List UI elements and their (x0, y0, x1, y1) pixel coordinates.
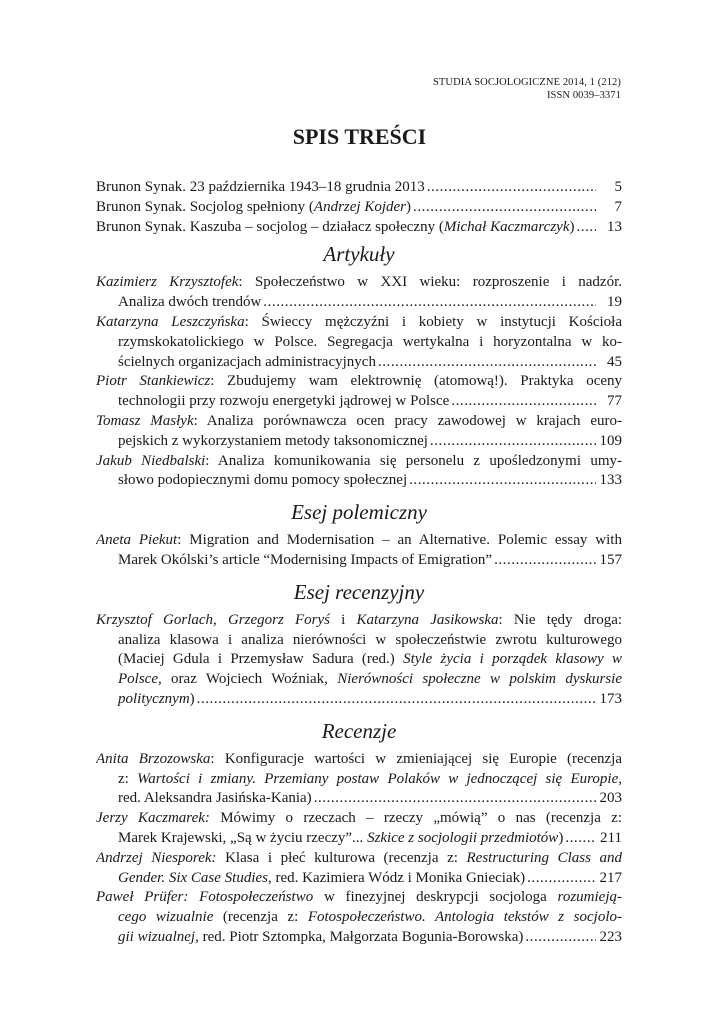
toc-entry: Andrzej Niesporek: Klasa i płeć kulturowa (recenzja z: Restructuring Class and Gender. Six Case Studies, red. Kazimiera Wódz i Monika Gnieciak) . . . 217 (96, 849, 622, 889)
entry-author: Jerzy Kaczmarek: (96, 810, 210, 827)
articles-group (96, 273, 622, 491)
page-number: 19 (607, 294, 622, 311)
review-essay-group (96, 611, 622, 710)
entry-author: Tomasz Masłyk (96, 412, 194, 429)
page-number: 157 (599, 551, 622, 568)
issn-line: ISSN 0039–3371 (546, 90, 621, 101)
polemic-group (96, 531, 622, 571)
page-number: 109 (599, 432, 622, 449)
dot-leader (525, 928, 596, 948)
page-number: 203 (599, 790, 622, 807)
dot-leader (494, 551, 596, 571)
section-heading-esej-recenzyjny: Esej recenzyjny (293, 579, 425, 604)
entry-title: Brunon Synak. 23 października 1943–18 grudnia 2013 (96, 179, 425, 195)
dot-leader (409, 471, 596, 491)
dot-leader (577, 218, 597, 238)
dot-leader (527, 869, 596, 889)
entry-author: Andrzej Niesporek: (96, 849, 217, 866)
page-number: 7 (614, 198, 622, 215)
page-number: 217 (599, 869, 622, 886)
page-number: 13 (607, 218, 622, 235)
section-heading-esej-polemiczny: Esej polemiczny (291, 500, 427, 525)
entry-author: Aneta Piekut (96, 532, 178, 549)
entry-author: Grzegorz Foryś (227, 611, 330, 628)
toc-entry: Paweł Prüfer: Fotospołeczeństwo w finezyjnej deskrypcji socjologa rozumieją- cego wizualnie (recenzja z: Fotospołeczeństwo. Antologia tekstów z socjolo- gii wizualnej, red. Piotr Sztompka, Małgorzata Bogunia-Borowska) . . . 223 (96, 888, 622, 947)
dot-leader (565, 829, 596, 849)
table-of-contents (96, 178, 622, 956)
journal-line: STUDIA SOCJOLOGICZNE 2014, 1 (212) (432, 77, 621, 88)
dot-leader (430, 432, 596, 452)
toc-entry: Kazimierz Krzysztofek: Społeczeństwo w XXI wieku: rozproszenie i nadzór. Analiza dwóch trendów . . . 19 (96, 273, 622, 313)
entry-author: Anita Brzozowska (96, 750, 211, 767)
page-number: 77 (607, 393, 622, 410)
entry-author: Paweł Prüfer: (96, 889, 189, 906)
entry-author: Jakub Niedbalski (96, 452, 206, 469)
toc-entry: Jerzy Kaczmarek: Mówimy o rzeczach – rzeczy „mówią” o nas (recenzja z: Marek Krajewski, „Są w życiu rzeczy”... Szkice z socjologii przedmiotów) . . . 211 (96, 809, 622, 849)
entry-title: Brunon Synak. Socjolog spełniony (Andrzej Kojder) (96, 198, 412, 215)
entry-author: Krzysztof Gorlach (96, 611, 214, 628)
toc-entry: Jakub Niedbalski: Analiza komunikowania się personelu z upośledzonymi umy- słowo podopiecznymi domu pomocy społecznej . . . 133 (96, 452, 622, 492)
dot-leader (413, 198, 596, 218)
toc-entry (96, 198, 622, 218)
page-number: 211 (600, 829, 622, 846)
entry-author: Katarzyna Leszczyńska (96, 313, 245, 330)
toc-entry: Tomasz Masłyk: Analiza porównawcza ocen pracy zawodowej w krajach euro- pejskich z wykorzystaniem metody taksonomicznej . . . 109 (96, 412, 622, 452)
toc-entry: Aneta Piekut: Migration and Modernisation – an Alternative. Polemic essay with Marek Okólski’s article “Modernising Impacts of Emigration” . . . 157 (96, 531, 622, 571)
entry-author: Piotr Stankiewicz (96, 373, 211, 390)
entry-title: Brunon Synak. Kaszuba – socjolog – działacz społeczny (Michał Kaczmarczyk) (96, 218, 575, 235)
page-title: SPIS TREŚCI (292, 124, 427, 149)
toc-entry (96, 178, 622, 198)
dot-leader (263, 293, 596, 313)
dot-leader (314, 789, 596, 809)
page-number: 45 (607, 353, 622, 370)
toc-entry (96, 218, 622, 238)
intro-group (96, 178, 622, 237)
toc-entry: Krzysztof Gorlach, Grzegorz Foryś i Katarzyna Jasikowska: Nie tędy droga: analiza klasowa i analiza nierówności w społeczeństwie zwrotu kulturowego (Maciej Gdula i Przemysław Sadura (red.) Style życia i porządek klasowy w Polsce, oraz Wojciech Woźniak, Nierówności społeczne w polskim dyskursie politycznym) . . . 173 (96, 611, 622, 710)
dot-leader (378, 353, 596, 373)
section-heading-recenzje: Recenzje (321, 718, 397, 743)
page-number: 5 (614, 179, 622, 195)
page-number: 173 (599, 690, 622, 707)
journal-header (433, 76, 621, 102)
dot-leader (197, 690, 596, 710)
toc-entry: Piotr Stankiewicz: Zbudujemy wam elektrownię (atomową!). Praktyka oceny technologii przy rozwoju energetyki jądrowej w Polsce . . . 77 (96, 372, 622, 412)
toc-entry: Katarzyna Leszczyńska: Świeccy mężczyźni i kobiety w instytucji Kościoła rzymskokatolickiego w Polsce. Segregacja wertykalna i horyzontalna w ko- ścielnych organizacjach administracyjnych . . . 45 (96, 313, 622, 372)
dot-leader (451, 392, 596, 412)
entry-author: Kazimierz Krzysztofek (96, 274, 239, 291)
section-heading-artykuly: Artykuły (323, 242, 395, 267)
reviews-group (96, 750, 622, 948)
dot-leader (427, 178, 596, 198)
page-number: 223 (599, 928, 622, 945)
page-number: 133 (599, 472, 622, 489)
entry-author: Katarzyna Jasikowska (356, 611, 499, 628)
toc-entry: Anita Brzozowska: Konfiguracje wartości w zmieniającej się Europie (recenzja z: Wartości i zmiany. Przemiany postaw Polaków w jednoczącej się Europie, red. Aleksandra Jasińska-Kania) . . . 203 (96, 750, 622, 809)
